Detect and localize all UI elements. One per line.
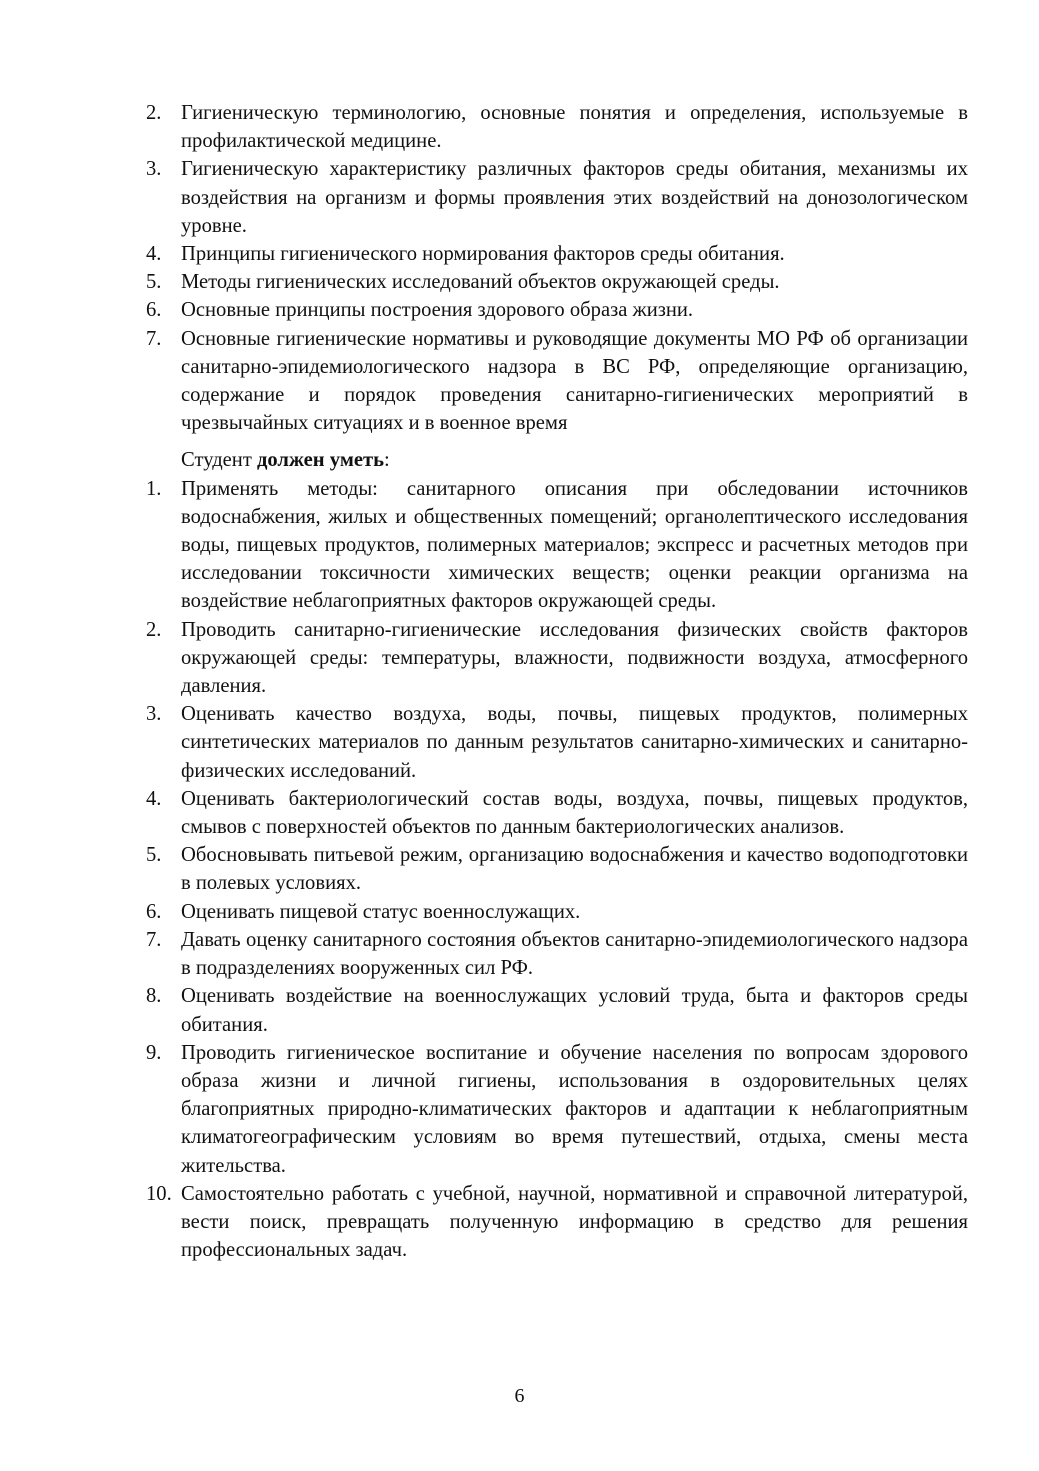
list-item (146, 268, 968, 296)
item-text: Проводить санитарно-гигиенические исследования физических свойств факторов окружающей среды: температуры, влажности, подвижности воздуха, атмосферного давления. (181, 618, 968, 698)
list-item (146, 325, 968, 438)
intro-bold: должен уметь (256, 449, 384, 472)
item-number: 9. (146, 1041, 162, 1064)
item-text: Самостоятельно работать с учебной, научной, нормативной и справочной литературой, вести поиск, превращать полученную информацию в средство для решения профессиональных задач. (181, 1182, 968, 1262)
list-item (146, 785, 968, 841)
item-text: Основные принципы построения здорового образа жизни. (181, 299, 694, 322)
item-text: Гигиеническую характеристику различных факторов среды обитания, механизмы их воздействия на организм и формы проявления этих воздействий на донозологическом уровне. (181, 158, 968, 237)
item-number: 2. (146, 618, 162, 641)
item-number: 6. (146, 299, 162, 322)
intro-prefix: Студент (181, 449, 257, 472)
item-number: 4. (146, 243, 162, 266)
item-text: Гигиеническую терминологию, основные понятия и определения, используемые в профилактической медицине. (181, 102, 968, 153)
item-text: Основные гигиенические нормативы и руководящие документы МО РФ об организации санитарно-эпидемиологического надзора в ВС РФ, определяющие организацию, содержание и порядок проведения санитарно-гигиенических мероприятий в чрезвычайных ситуациях и в военное время (181, 327, 968, 435)
item-number: 4. (146, 787, 162, 810)
item-number: 7. (146, 327, 162, 350)
list-item (146, 616, 968, 701)
item-text: Давать оценку санитарного состояния объектов санитарно-эпидемиологического надзора в подразделениях вооруженных сил РФ. (181, 928, 968, 980)
item-number: 10. (146, 1182, 172, 1205)
item-text: Методы гигиенических исследований объектов окружающей среды. (181, 271, 780, 294)
item-text: Проводить гигиеническое воспитание и обучение населения по вопросам здорового образа жизни и личной гигиены, использования в оздоровительных целях благоприятных природно-климатических факторов и адаптации к неблагоприятным климатогеографическим условиям во время путешествий, отдыха, смены места жительства. (181, 1041, 968, 1177)
list-item (146, 982, 968, 1038)
list-item (146, 841, 968, 897)
item-text: Оценивать бактериологический состав воды, воздуха, почвы, пищевых продуктов, смывов с поверхностей объектов по данным бактериологических анализов. (181, 787, 968, 839)
item-number: 6. (146, 900, 162, 923)
list-item (146, 700, 968, 785)
item-number: 3. (146, 158, 162, 181)
document-page (146, 99, 968, 1264)
item-number: 8. (146, 985, 162, 1008)
skills-intro (146, 446, 968, 474)
list-item (146, 296, 968, 324)
list-item (146, 155, 968, 240)
list-item (146, 1039, 968, 1180)
item-text: Применять методы: санитарного описания при обследовании источников водоснабжения, жилых и общественных помещений; органолептического исследования воды, пищевых продуктов, полимерных материалов; экспресс и расчетных методов при исследовании токсичности химических веществ; оценки реакции организма на воздействие неблагоприятных факторов окружающей среды. (181, 477, 968, 613)
list-item (146, 475, 968, 616)
page-number: 6 (514, 1385, 525, 1407)
item-number: 7. (146, 928, 162, 951)
list-item (146, 240, 968, 268)
item-number: 2. (146, 102, 162, 124)
item-text: Оценивать пищевой статус военнослужащих. (181, 900, 581, 923)
item-text: Принципы гигиенического нормирования факторов среды обитания. (181, 243, 785, 266)
list-item (146, 99, 968, 155)
list-item (146, 898, 968, 926)
list-item (146, 926, 968, 982)
skills-list (146, 475, 968, 1265)
item-number: 5. (146, 844, 162, 867)
list-item (146, 1180, 968, 1265)
intro-suffix: : (384, 449, 390, 472)
item-text: Оценивать качество воздуха, воды, почвы, пищевых продуктов, полимерных синтетических материалов по данным результатов санитарно-химических и санитарно-физических исследований. (181, 703, 968, 782)
item-text: Оценивать воздействие на военнослужащих условий труда, быта и факторов среды обитания. (181, 985, 968, 1036)
item-number: 5. (146, 271, 162, 294)
item-number: 1. (146, 477, 162, 500)
knowledge-list (146, 99, 968, 437)
item-text: Обосновывать питьевой режим, организацию водоснабжения и качество водоподготовки в полевых условиях. (181, 844, 968, 895)
item-number: 3. (146, 703, 162, 726)
